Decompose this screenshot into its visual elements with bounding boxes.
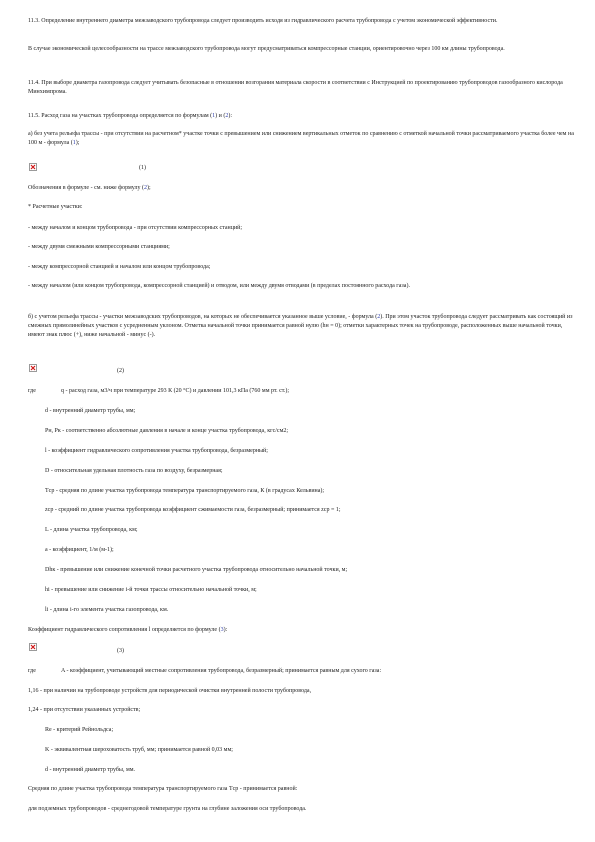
paragraph-11-5-text: 11.5. Расход газа на участках трубопровода определяется по формулам (	[28, 113, 213, 119]
notation-end: );	[147, 185, 151, 191]
paragraph-b-end: ). При этом участок трубопровода следует рассматривать как состоящий из смежных прямолинейных участков с усредненным уклоном. Отметка начальной точки принимается равной нулю (hн = 0); отметки характерных точек на трубопроводе, расположенных выше начальной точки, имеют знак плюс (+), ниже начальной - минус (-).	[28, 314, 573, 338]
value-1-16: 1,16 - при наличии на трубопроводе устройств для периодической очистки внутренней полости трубопровода,	[28, 688, 312, 694]
variable-delta: D - относительная удельная плотность газа по воздуху, безразмерная;	[45, 468, 223, 474]
list-item: - между началом (или концом трубопровода, компрессорной станцией) и отводом, или между двумя отводами (в пределах постоянного расхода газа).	[28, 283, 410, 289]
where-label: где	[28, 668, 36, 674]
variable-re: Re - критерий Рейнольдса;	[45, 727, 114, 733]
coefficient-end: ):	[223, 627, 228, 633]
paragraph-11-5-end: ):	[228, 113, 233, 119]
notation-text: Обозначения в формуле - см. ниже формулу (	[28, 185, 145, 191]
variable-hi: hi - превышение или снижение i-й точки трассы относительно начальной точки, м;	[45, 587, 257, 593]
formula-1-link[interactable]: 1	[212, 113, 216, 119]
formula-2-number: (2)	[117, 368, 124, 374]
variable-dh: Dhк - превышение или снижение конечной точки расчетного участка трубопровода относительно начальной точки, м;	[45, 567, 348, 573]
paragraph-notation	[28, 184, 576, 193]
paragraph-compressor-stations: В случае экономической целесообразности на трассе межзаводского трубопровода могут предусматриваться компрессорные станции, ориентировочно через 100 км длины трубопровода.	[28, 46, 505, 52]
paragraph-underground: для подземных трубопроводов - среднегодовой температуре грунта на глубине заложения оси трубопровода.	[28, 806, 307, 812]
paragraph-mean-temperature: Средняя по длине участка трубопровода температура транспортируемого газа Tср - принимается равной:	[28, 786, 298, 792]
formula-1-number: (1)	[139, 165, 146, 171]
broken-image-icon	[30, 644, 36, 650]
paragraph-a-end: );	[75, 140, 80, 146]
broken-image-icon	[30, 164, 36, 170]
list-item: - между двумя смежными компрессорными станциями;	[28, 244, 170, 250]
variable-A: A - коэффициент, учитывающий местные сопротивления трубопровода, безразмерный; принимается равным для сухого газа:	[61, 668, 382, 674]
formula-2-link[interactable]: 2	[377, 314, 381, 320]
formula-3-image	[29, 643, 37, 651]
variable-z: zср - средний по длине участка трубопровода коэффициент сжимаемости газа, безразмерный; принимается zср = 1;	[45, 507, 341, 513]
formula-2-link[interactable]: 2	[144, 185, 148, 191]
variable-q: q - расход газа, м3/ч при температуре 293 К (20 °С) и давлении 101,3 кПа (760 мм рт. ст.);	[61, 388, 290, 394]
formula-1-link[interactable]: 1	[72, 140, 76, 146]
variable-l-length: L - длина участка трубопровода, км;	[45, 527, 138, 533]
value-1-24: 1,24 - при отсутствии указанных устройств;	[28, 707, 141, 713]
list-item: - между началом и концом трубопровода - при отсутствии компрессорных станций;	[28, 225, 243, 231]
coefficient-text: Коэффициент гидравлического сопротивления l определяется по формуле (	[28, 627, 221, 633]
paragraph-a-text: а) без учета рельефа трассы - при отсутствии на расчетном* участке точки с превышением или снижением вертикальных отметок по сравнению с отметкой начальной точки рассматриваемого участка более чем на 100 м - формула (	[28, 131, 574, 146]
variable-li: li - длина i-го элемента участка газопровода, км.	[45, 607, 169, 613]
variable-lambda: l - коэффициент гидравлического сопротивления участка трубопровода, безразмерный;	[45, 448, 268, 454]
list-item: - между компрессорной станцией и началом или концом трубопровода;	[28, 264, 211, 270]
formula-1-image	[29, 163, 37, 171]
variable-p: Pн, Pк - соответственно абсолютные давления в начале и конце участка трубопровода, кгс/см2;	[45, 428, 289, 434]
formula-2-link[interactable]: 2	[225, 113, 229, 119]
where-label: где	[28, 388, 36, 394]
paragraph-11-5-and: ) и (	[215, 113, 226, 119]
variable-a: a - коэффициент, 1/м (м-1);	[45, 547, 114, 553]
formula-3-number: (3)	[117, 648, 124, 654]
formula-3-link[interactable]: 3	[220, 627, 224, 633]
variable-d2: d - внутренний диаметр трубы, мм.	[45, 767, 136, 773]
paragraph-b	[28, 313, 576, 340]
variable-t: Tср - средняя по длине участка трубопровода температура транспортируемого газа, К (в градусах Кельвина);	[45, 488, 325, 494]
paragraph-11-4: 11.4. При выборе диаметра газопровода следует учитывать безопасные в отношении возгорания материала скорости в соответствии с Инструкцией по проектированию трубопроводов газообразного кислорода Минхимпрома.	[28, 80, 563, 95]
broken-image-icon	[30, 365, 36, 371]
paragraph-a	[28, 130, 576, 148]
formula-2-image	[29, 364, 37, 372]
variable-d: d - внутренний диаметр трубы, мм;	[45, 408, 136, 414]
footnote-title: * Расчетные участки:	[28, 204, 83, 210]
paragraph-11-3: 11.3. Определение внутреннего диаметра межзаводского трубопровода следует производить исходя из гидравлического расчета трубопровода с учетом экономической эффективности.	[28, 18, 498, 24]
paragraph-11-5	[28, 112, 576, 121]
paragraph-b-text: б) с учетом рельефа трассы - участки межзаводских трубопроводов, на которых не обеспечивается указанное выше условие, - формула (	[28, 314, 378, 320]
variable-k: K - эквивалентная шероховатость труб, мм; принимается равной 0,03 мм;	[45, 747, 233, 753]
paragraph-coefficient	[28, 626, 576, 635]
